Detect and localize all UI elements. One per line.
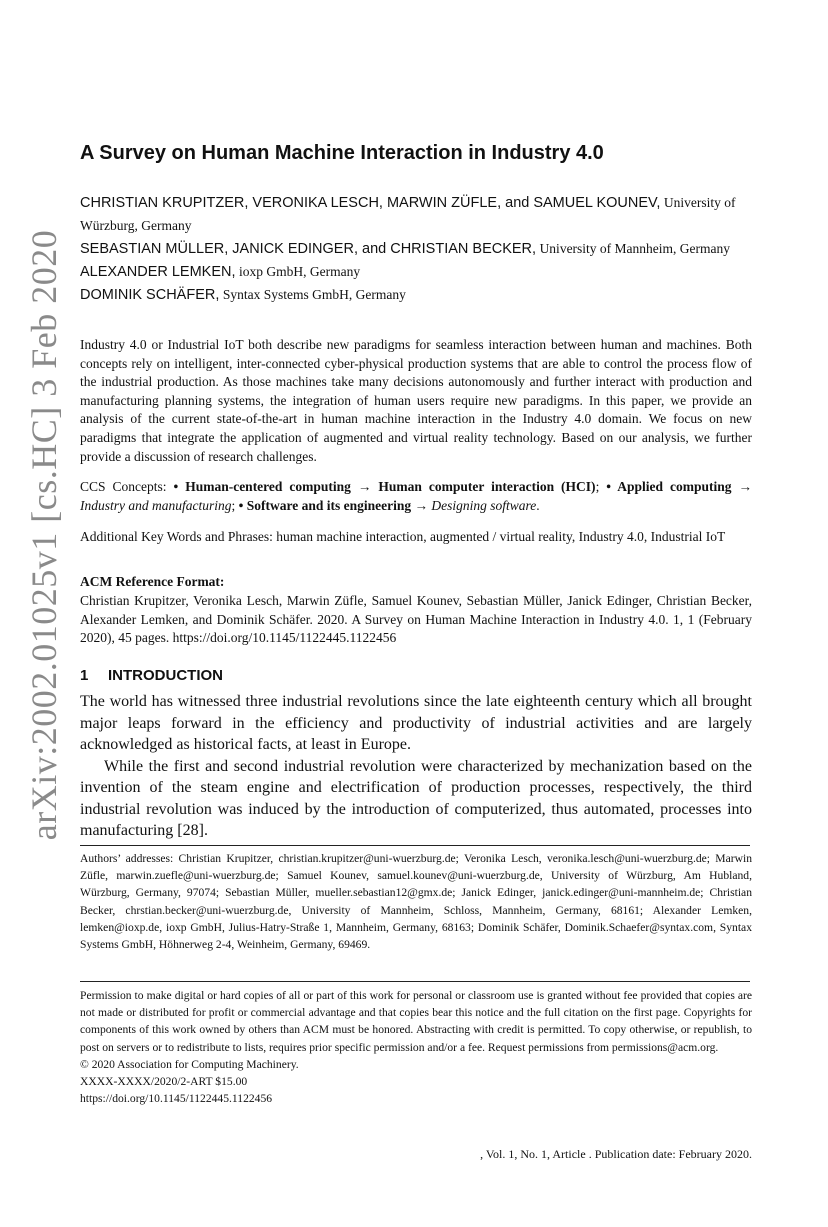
author-block — [80, 192, 752, 307]
ccs-separator: ; — [231, 498, 239, 513]
ccs-separator: ; — [595, 479, 607, 494]
author-names: DOMINIK SCHÄFER, — [80, 287, 220, 303]
article-code: XXXX-XXXX/2020/2-ART $15.00 — [80, 1075, 248, 1089]
paragraph: The world has witnessed three industrial revolutions since the late eighteenth century which all brought major leaps forward in the efficiency and productivity of industrial activities and are largely acknowledged as historical facts, at least in Europe. — [80, 693, 752, 753]
footnote-divider — [80, 845, 750, 846]
acm-reference-text: Christian Krupitzer, Veronika Lesch, Marwin Züfle, Samuel Kounev, Sebastian Müller, Janick Edinger, Christian Becker, Alexander Lemken, and Dominik Schäfer. 2020. A Survey on Human Machine Interaction in Industry 4.0. 1, 1 (February 2020), 45 pages. https://doi.org/10.1145/1122445.1122456 — [80, 593, 752, 646]
ccs-arrow: → — [731, 479, 752, 494]
doi-link[interactable]: https://doi.org/10.1145/1122445.1122456 — [80, 1092, 273, 1106]
ccs-end: . — [536, 498, 540, 513]
author-group-2 — [80, 238, 752, 261]
arxiv-stamp-text: arXiv:2002.01025v1 [cs.HC] 3 Feb 2020 — [24, 229, 64, 841]
author-affiliation: University of Würzburg, Germany — [80, 195, 736, 233]
author-affiliation: University of Mannheim, Germany — [539, 241, 731, 256]
arxiv-stamp — [14, 229, 74, 841]
ccs-concept-2: • Applied computing — [606, 479, 732, 494]
author-group-3 — [80, 261, 752, 284]
ccs-prefix: CCS Concepts: — [80, 479, 174, 494]
ccs-concept-1: • Human-centered computing → Human computer interaction (HCI) — [173, 479, 596, 494]
section-heading — [80, 667, 223, 684]
paragraph: While the first and second industrial revolution were characterized by mechanization based on the invention of the steam engine and electrification of production processes, respectively, the third industrial revolution was induced by the introduction of computerized, thus automated, processes into manufacturing [28]. — [80, 757, 752, 839]
ccs-concepts — [80, 477, 752, 515]
keywords: Additional Key Words and Phrases: human machine interaction, augmented / virtual reality, Industry 4.0, Industrial IoT — [80, 529, 726, 544]
permission-divider — [80, 981, 750, 982]
copyright-line: © 2020 Association for Computing Machinery. — [80, 1057, 299, 1071]
paper-title: A Survey on Human Machine Interaction in Industry 4.0 — [80, 142, 604, 164]
author-group-1 — [80, 192, 752, 238]
author-names: SEBASTIAN MÜLLER, JANICK EDINGER, and CHRISTIAN BECKER, — [80, 241, 537, 257]
abstract: Industry 4.0 or Industrial IoT both describe new paradigms for seamless interaction between human and machines. Both concepts rely on intelligent, inter-connected cyber-physical production systems that are able to control the process flow of the industrial production. As those machines take many decisions autonomously and further interact with production and manufacturing planning systems, the integration of human users require new paradigms. In this paper, we provide an analysis of the current state-of-the-art in human machine interaction in the Industry 4.0 domain. We focus on new paradigms that integrate the application of augmented and virtual reality technology. Based on our analysis, we further provide a discussion of research challenges. — [80, 337, 752, 464]
author-group-4 — [80, 284, 752, 307]
acm-reference-heading: ACM Reference Format: — [80, 574, 225, 589]
permission-text: Permission to make digital or hard copies of all or part of this work for personal or classroom use is granted without fee provided that copies are not made or distributed for profit or commercial advantage and that copies bear this notice and the full citation on the first page. Copyrights for components of this work owned by others than ACM must be honored. Abstracting with credit is permitted. To copy otherwise, or republish, to post on servers or to redistribute to lists, requires prior specific permission and/or a fee. Request permissions from permissions@acm.org. — [80, 989, 752, 1054]
ccs-subconcept-3: Designing software — [431, 498, 537, 513]
author-names: ALEXANDER LEMKEN, — [80, 264, 236, 280]
author-affiliation: Syntax Systems GmbH, Germany — [222, 287, 406, 302]
permission-block — [80, 987, 752, 1107]
page-footer: , Vol. 1, No. 1, Article . Publication date: February 2020. — [480, 1147, 752, 1161]
author-affiliation: ioxp GmbH, Germany — [239, 264, 361, 279]
author-names: CHRISTIAN KRUPITZER, VERONIKA LESCH, MARWIN ZÜFLE, and SAMUEL KOUNEV, — [80, 195, 661, 211]
ccs-subconcept-2: Industry and manufacturing — [80, 498, 232, 513]
introduction-body — [80, 691, 752, 842]
section-number: 1 — [80, 667, 89, 684]
ccs-arrow: → — [411, 498, 432, 513]
authors-addresses: Authors’ addresses: Christian Krupitzer, christian.krupitzer@uni-wuerzburg.de; Veronika Lesch, veronika.lesch@uni-wuerzburg.de; Marwin Züfle, marwin.zuefle@uni-wuerzburg.de; Samuel Kounev, samuel.kounev@uni-wuerzburg.de, University of Würzburg, Am Hubland, Würzburg, Germany, 97074; Sebastian Müller, mueller.sebastian12@gmx.de; Janick Edinger, janick.edinger@uni-mannheim.de; Christian Becker, chrstian.becker@uni-wuerzburg.de, University of Mannheim, Schloss, Mannheim, Germany, 68161; Alexander Lemken, lemken@ioxp.de, ioxp GmbH, Julius-Hatry-Straße 1, Mannheim, Germany, 68163; Dominik Schäfer, Dominik.Schaefer@syntax.com, Syntax Systems GmbH, Höhnerweg 2-4, Weinheim, Germany, 69469. — [80, 852, 752, 952]
section-title: INTRODUCTION — [108, 667, 223, 684]
ccs-concept-3: • Software and its engineering — [238, 498, 412, 513]
